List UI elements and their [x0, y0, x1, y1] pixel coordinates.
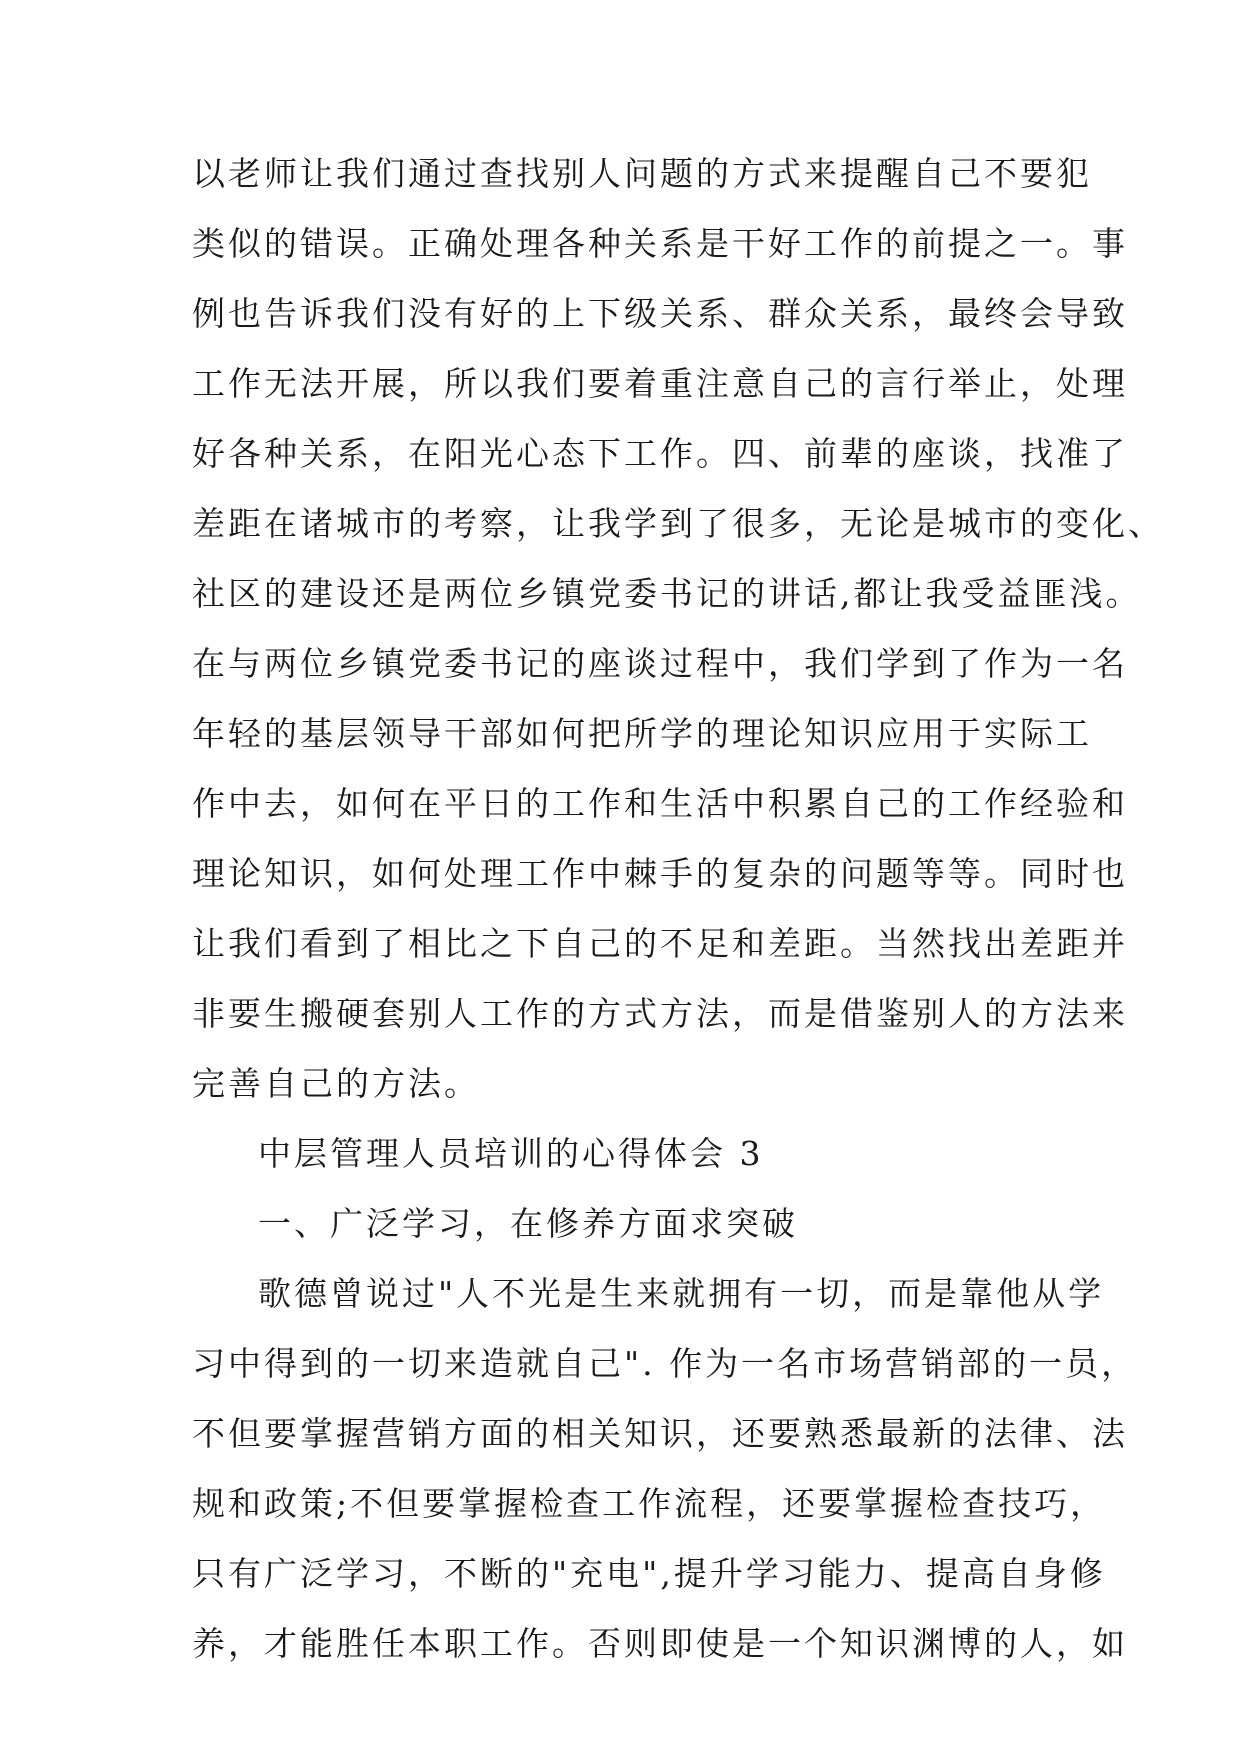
text-line: 作中去，如何在平日的工作和生活中积累自己的工作经验和: [192, 784, 1128, 823]
text-line: 习中得到的一切来造就自己". 作为一名市场营销部的一员，: [192, 1344, 1138, 1383]
text-line: 社区的建设还是两位乡镇党委书记的讲话,都让我受益匪浅。: [192, 574, 1142, 613]
text-line: 年轻的基层领导干部如何把所学的理论知识应用于实际工: [192, 714, 1092, 753]
text-line: 只有广泛学习，不断的"充电",提升学习能力、提高自身修: [192, 1554, 1106, 1593]
text-line: 完善自己的方法。: [192, 1064, 480, 1103]
subsection-heading: 一、广泛学习，在修养方面求突破: [258, 1204, 798, 1243]
text-line: 规和政策;不但要掌握检查工作流程，还要掌握检查技巧，: [192, 1484, 1107, 1523]
text-line: 歌德曾说过"人不光是生来就拥有一切，而是靠他从学: [258, 1274, 1105, 1313]
text-line: 非要生搬硬套别人工作的方式方法，而是借鉴别人的方法来: [192, 994, 1128, 1033]
text-line: 工作无法开展，所以我们要着重注意自己的言行举止，处理: [192, 364, 1128, 403]
text-line: 类似的错误。正确处理各种关系是干好工作的前提之一。事: [192, 224, 1128, 263]
text-line: 在与两位乡镇党委书记的座谈过程中，我们学到了作为一名: [192, 644, 1128, 683]
text-line: 好各种关系，在阳光心态下工作。四、前辈的座谈，找准了: [192, 434, 1128, 473]
text-line: 不但要掌握营销方面的相关知识，还要熟悉最新的法律、法: [192, 1414, 1128, 1453]
text-line: 以老师让我们通过查找别人问题的方式来提醒自己不要犯: [192, 154, 1092, 193]
text-line: 例也告诉我们没有好的上下级关系、群众关系，最终会导致: [192, 294, 1128, 333]
text-line: 理论知识，如何处理工作中棘手的复杂的问题等等。同时也: [192, 854, 1128, 893]
text-line: 让我们看到了相比之下自己的不足和差距。当然找出差距并: [192, 924, 1128, 963]
text-line: 养，才能胜任本职工作。否则即使是一个知识渊博的人，如: [192, 1624, 1128, 1663]
text-line: 差距在诸城市的考察，让我学到了很多，无论是城市的变化、: [192, 504, 1164, 543]
section-heading: 中层管理人员培训的心得体会 3: [258, 1134, 764, 1173]
